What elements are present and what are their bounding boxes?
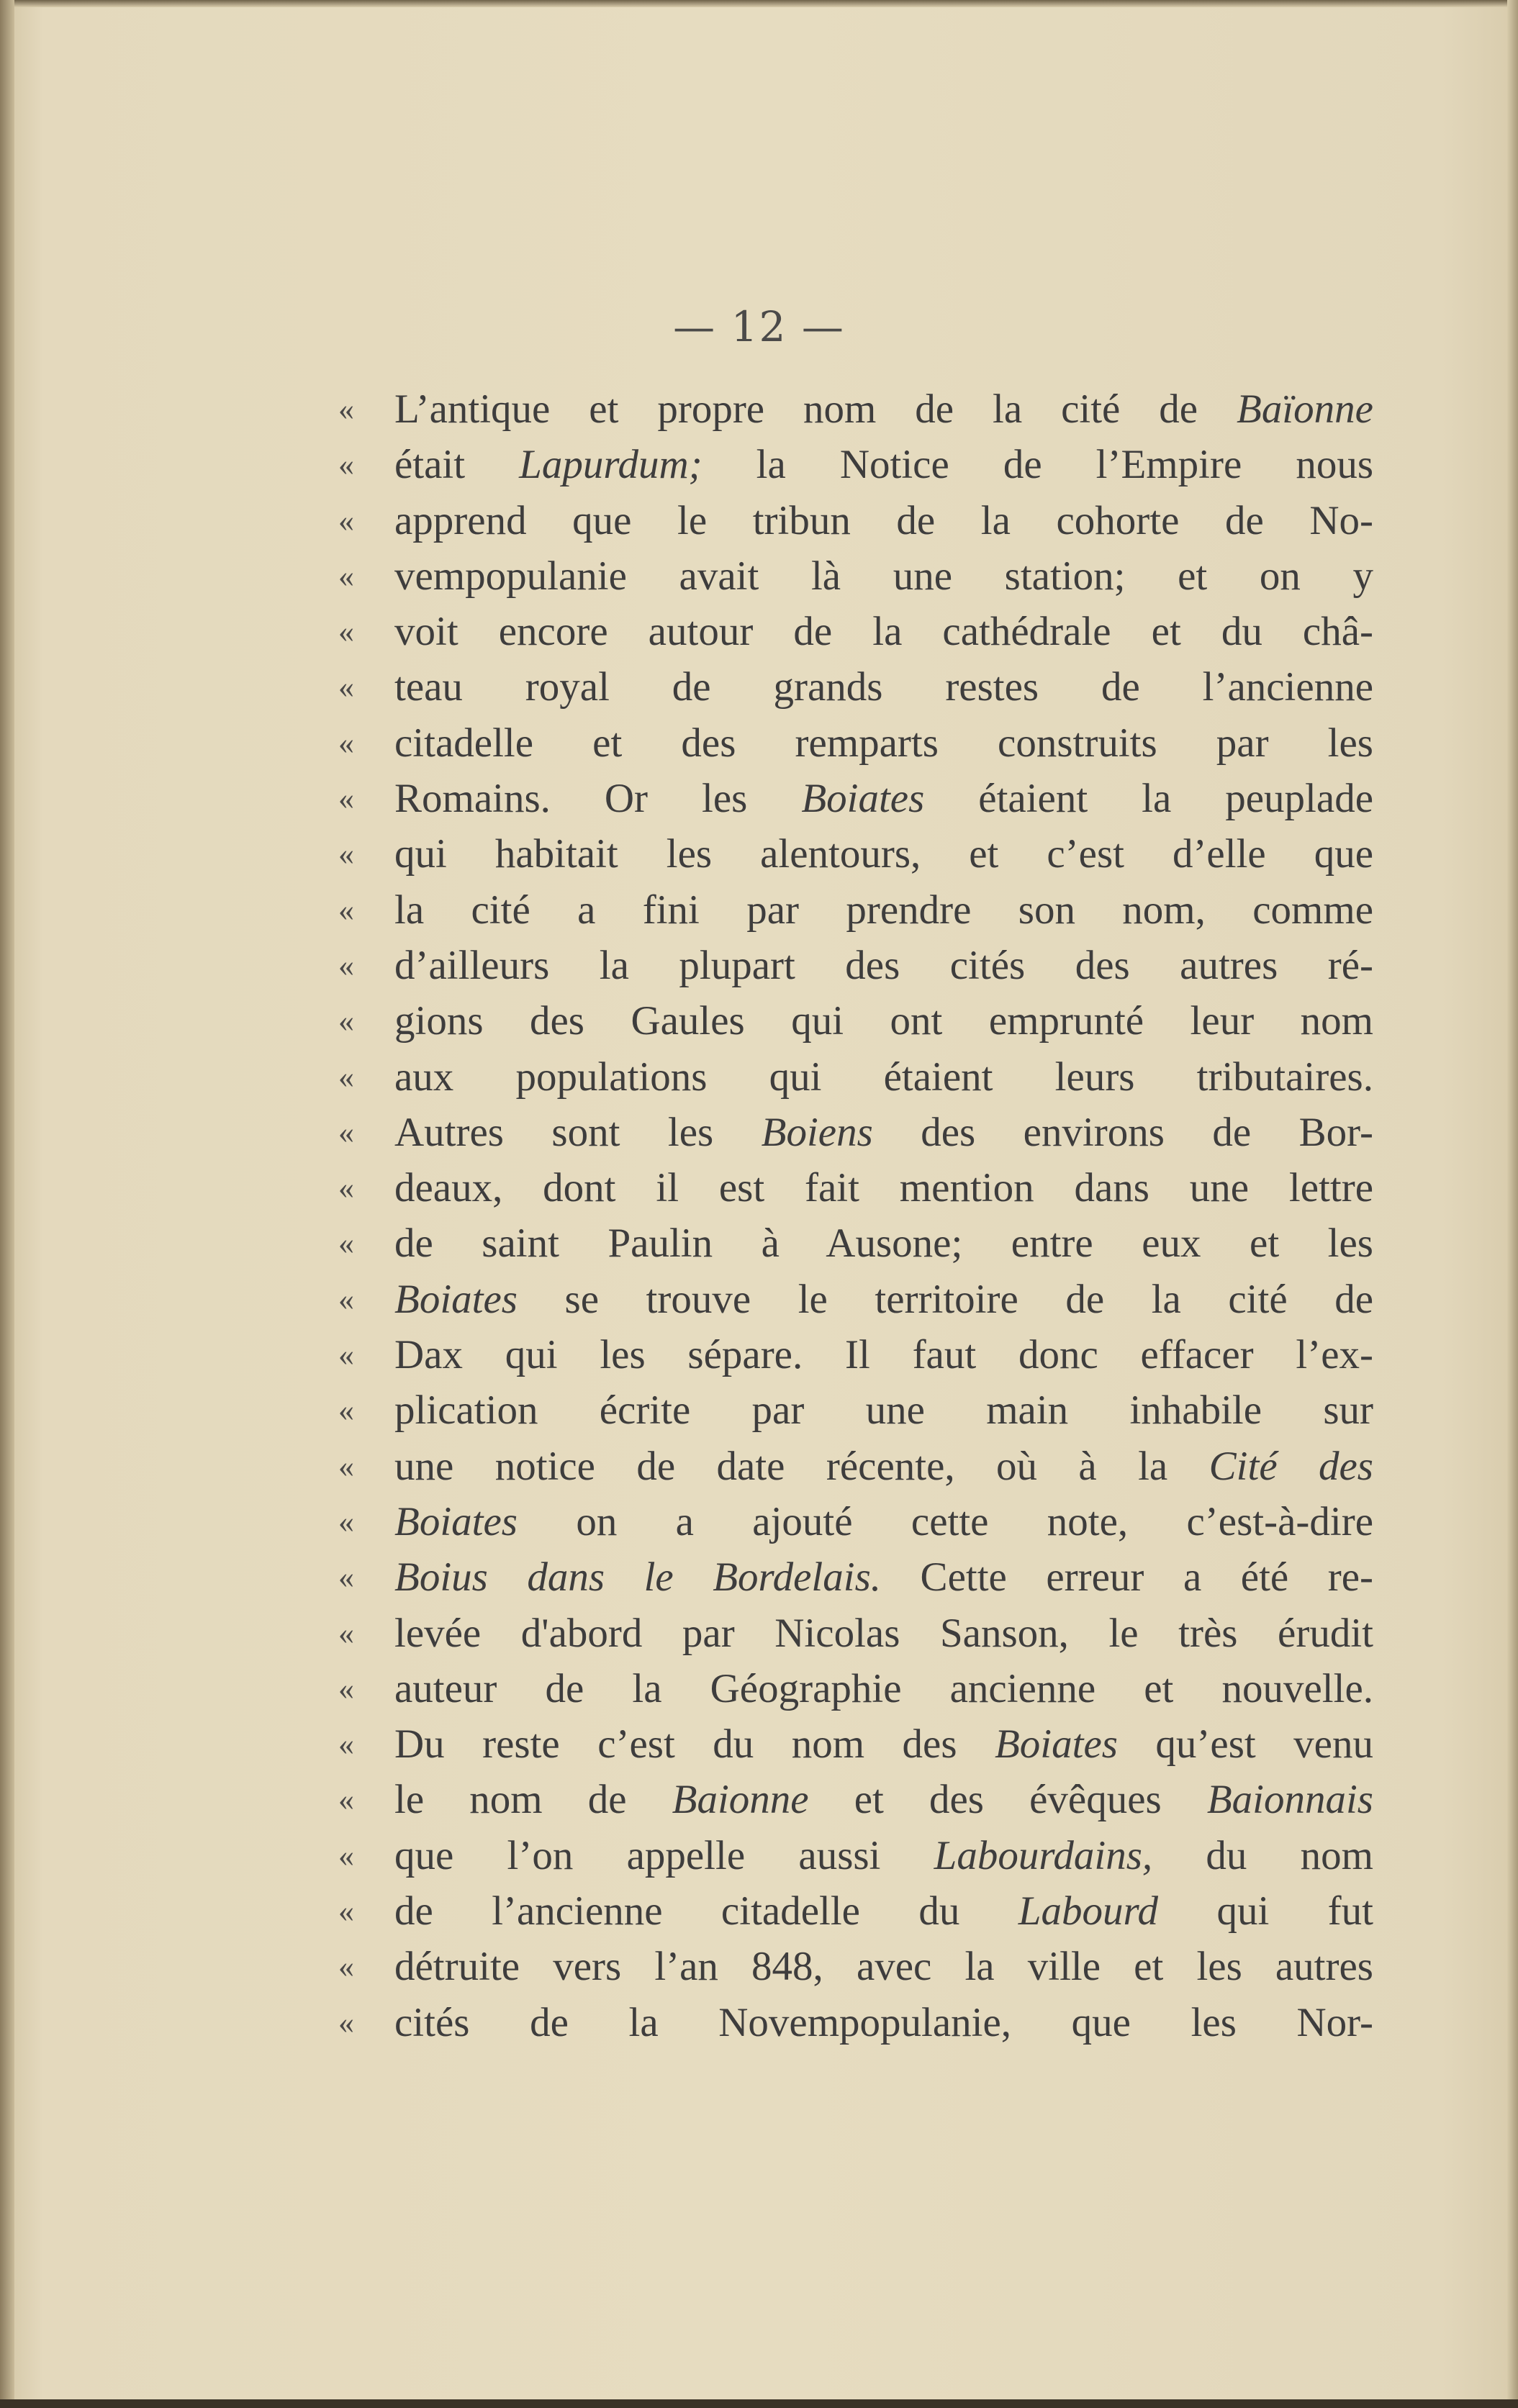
text-run: le nom de [394, 1777, 672, 1823]
text-line [338, 1382, 1389, 1438]
quotation-mark: « [338, 1448, 354, 1484]
line-text [394, 437, 1373, 492]
quotation-mark: « [338, 1170, 354, 1206]
text-line [338, 1105, 1389, 1160]
text-run: et des évêques [808, 1777, 1207, 1823]
text-run: apprend que le tribun de la cohorte de No- [394, 497, 1373, 543]
text-run: la Notice de l’Empire nous [702, 442, 1373, 488]
quotation-mark: « [338, 892, 354, 928]
text-line [338, 1160, 1389, 1216]
text-run: on a ajouté cette note, c’est-à-dire [517, 1498, 1373, 1544]
line-text [394, 1382, 1373, 1438]
italic-term: Baionne [672, 1777, 809, 1823]
italic-term: Boiates [394, 1276, 518, 1322]
quotation-mark: « [338, 1782, 354, 1818]
line-text [394, 771, 1373, 826]
italic-term: Boius dans le Bordelais. [394, 1554, 882, 1601]
quotation-mark: « [338, 1837, 354, 1873]
page-edge-right [1507, 0, 1518, 2408]
text-line [338, 1606, 1389, 1661]
text-line [338, 437, 1389, 492]
text-run: teau royal de grands restes de l’ancienne [394, 664, 1373, 710]
italic-term: Labourd [1018, 1888, 1159, 1934]
quotation-mark: « [338, 1003, 354, 1039]
line-text [394, 1160, 1373, 1216]
italic-term: Baionnais [1206, 1777, 1373, 1823]
text-run: L’antique et propre nom de la cité de [394, 386, 1237, 432]
italic-term: Cité des [1208, 1443, 1373, 1489]
text-line [338, 1716, 1389, 1772]
line-text [394, 993, 1373, 1049]
text-line [338, 715, 1389, 771]
line-text [394, 493, 1373, 548]
line-text [394, 548, 1373, 604]
text-run: cités de la Novempopulanie, que les Nor- [394, 1999, 1373, 2045]
line-text [394, 1494, 1373, 1549]
text-line [338, 1272, 1389, 1327]
line-text [394, 1439, 1373, 1494]
italic-term: Baïonne [1237, 386, 1373, 432]
text-run: de l’ancienne citadelle du [394, 1888, 1018, 1934]
quotation-mark: « [338, 1503, 354, 1539]
quoted-passage [338, 381, 1389, 2050]
quotation-mark: « [338, 1114, 354, 1150]
quotation-mark: « [338, 391, 354, 427]
quotation-mark: « [338, 1281, 354, 1317]
quotation-mark: « [338, 1226, 354, 1262]
text-run: d’ailleurs la plupart des cités des autres ré- [394, 942, 1373, 988]
text-run: Cette erreur a été re- [881, 1554, 1373, 1601]
text-run: se trouve le territoire de la cité de [517, 1276, 1373, 1322]
line-text [394, 659, 1373, 715]
quotation-mark: « [338, 502, 354, 538]
line-text [394, 1327, 1373, 1382]
text-run: citadelle et des remparts construits par les [394, 720, 1373, 766]
line-text [394, 1995, 1373, 2050]
text-line [338, 1939, 1389, 1994]
line-text [394, 381, 1373, 437]
text-line [338, 659, 1389, 715]
text-run: une notice de date récente, où à la [394, 1443, 1209, 1489]
line-text [394, 1105, 1373, 1160]
text-run: aux populations qui étaient leurs tributaires. [394, 1054, 1373, 1100]
text-line [338, 1549, 1389, 1605]
quotation-mark: « [338, 447, 354, 483]
quotation-mark: « [338, 1337, 354, 1373]
text-line [338, 826, 1389, 882]
text-run: du nom [1152, 1832, 1373, 1878]
text-run: Autres sont les [394, 1109, 762, 1155]
italic-term: Labourdains, [934, 1832, 1153, 1878]
text-line [338, 1049, 1389, 1105]
text-run: était [394, 442, 520, 488]
text-run: des environs de Bor- [872, 1109, 1373, 1155]
quotation-mark: « [338, 558, 354, 594]
line-text [394, 1606, 1373, 1661]
page-edge-left [0, 0, 14, 2408]
quotation-mark: « [338, 1893, 354, 1929]
quotation-mark: « [338, 1059, 354, 1095]
line-text [394, 1049, 1373, 1105]
line-text [394, 1772, 1373, 1827]
text-run: deaux, dont il est fait mention dans une lettre [394, 1165, 1373, 1211]
italic-term: Boiens [761, 1109, 873, 1155]
text-run: détruite vers l’an 848, avec la ville et les autres [394, 1944, 1373, 1990]
line-text [394, 1661, 1373, 1716]
text-line [338, 993, 1389, 1049]
text-line [338, 1494, 1389, 1549]
text-line [338, 381, 1389, 437]
quotation-mark: « [338, 614, 354, 650]
text-run: qui fut [1158, 1888, 1374, 1934]
line-text [394, 826, 1373, 882]
quotation-mark: « [338, 781, 354, 817]
text-line [338, 1327, 1389, 1382]
quotation-mark: « [338, 1615, 354, 1651]
text-line [338, 493, 1389, 548]
text-line [338, 1661, 1389, 1716]
italic-term: Lapurdum; [519, 442, 702, 488]
text-run: vempopulanie avait là une station; et on y [394, 553, 1373, 599]
quotation-mark: « [338, 2004, 354, 2040]
line-text [394, 1883, 1373, 1939]
text-run: qui habitait les alentours, et c’est d’elle que [394, 831, 1373, 877]
text-line [338, 548, 1389, 604]
text-line [338, 1216, 1389, 1271]
quotation-mark: « [338, 725, 354, 761]
line-text [394, 1216, 1373, 1271]
text-run: levée d'abord par Nicolas Sanson, le très érudit [394, 1610, 1373, 1656]
line-text [394, 1939, 1373, 1994]
text-line [338, 1883, 1389, 1939]
text-line [338, 1995, 1389, 2050]
italic-term: Boiates [394, 1498, 518, 1544]
text-line [338, 1828, 1389, 1883]
line-text [394, 1716, 1373, 1772]
quotation-mark: « [338, 947, 354, 983]
line-text [394, 938, 1373, 993]
text-run: gions des Gaules qui ont emprunté leur nom [394, 998, 1373, 1044]
text-run: qu’est venu [1117, 1721, 1373, 1767]
text-run: voit encore autour de la cathédrale et du châ- [394, 609, 1373, 655]
text-line [338, 882, 1389, 938]
line-text [394, 1272, 1373, 1327]
quotation-mark: « [338, 1670, 354, 1706]
text-run: que l’on appelle aussi [394, 1832, 934, 1878]
text-run: auteur de la Géographie ancienne et nouvelle. [394, 1665, 1373, 1711]
text-line [338, 771, 1389, 826]
text-line [338, 1772, 1389, 1827]
quotation-mark: « [338, 1726, 354, 1762]
page-number: — 12 — [673, 302, 845, 351]
quotation-mark: « [338, 1560, 354, 1595]
quotation-mark: « [338, 669, 354, 705]
quotation-mark: « [338, 1949, 354, 1985]
line-text [394, 715, 1373, 771]
text-run: Romains. Or les [394, 776, 802, 822]
quotation-mark: « [338, 1393, 354, 1429]
line-text [394, 1828, 1373, 1883]
italic-term: Boiates [801, 776, 925, 822]
line-text [394, 1549, 1373, 1605]
quotation-mark: « [338, 836, 354, 872]
text-line [338, 938, 1389, 993]
text-line [338, 604, 1389, 659]
text-run: plication écrite par une main inhabile sur [394, 1388, 1373, 1434]
text-run: de saint Paulin à Ausone; entre eux et les [394, 1221, 1373, 1267]
text-run: Dax qui les sépare. Il faut donc effacer l’ex- [394, 1332, 1373, 1378]
page-edge-top [0, 0, 1518, 7]
text-run: la cité a fini par prendre son nom, comme [394, 887, 1373, 933]
italic-term: Boiates [994, 1721, 1118, 1767]
line-text [394, 604, 1373, 659]
text-line [338, 1439, 1389, 1494]
page-edge-bottom [0, 2399, 1518, 2408]
line-text [394, 882, 1373, 938]
text-run: étaient la peuplade [924, 776, 1373, 822]
text-run: Du reste c’est du nom des [394, 1721, 995, 1767]
